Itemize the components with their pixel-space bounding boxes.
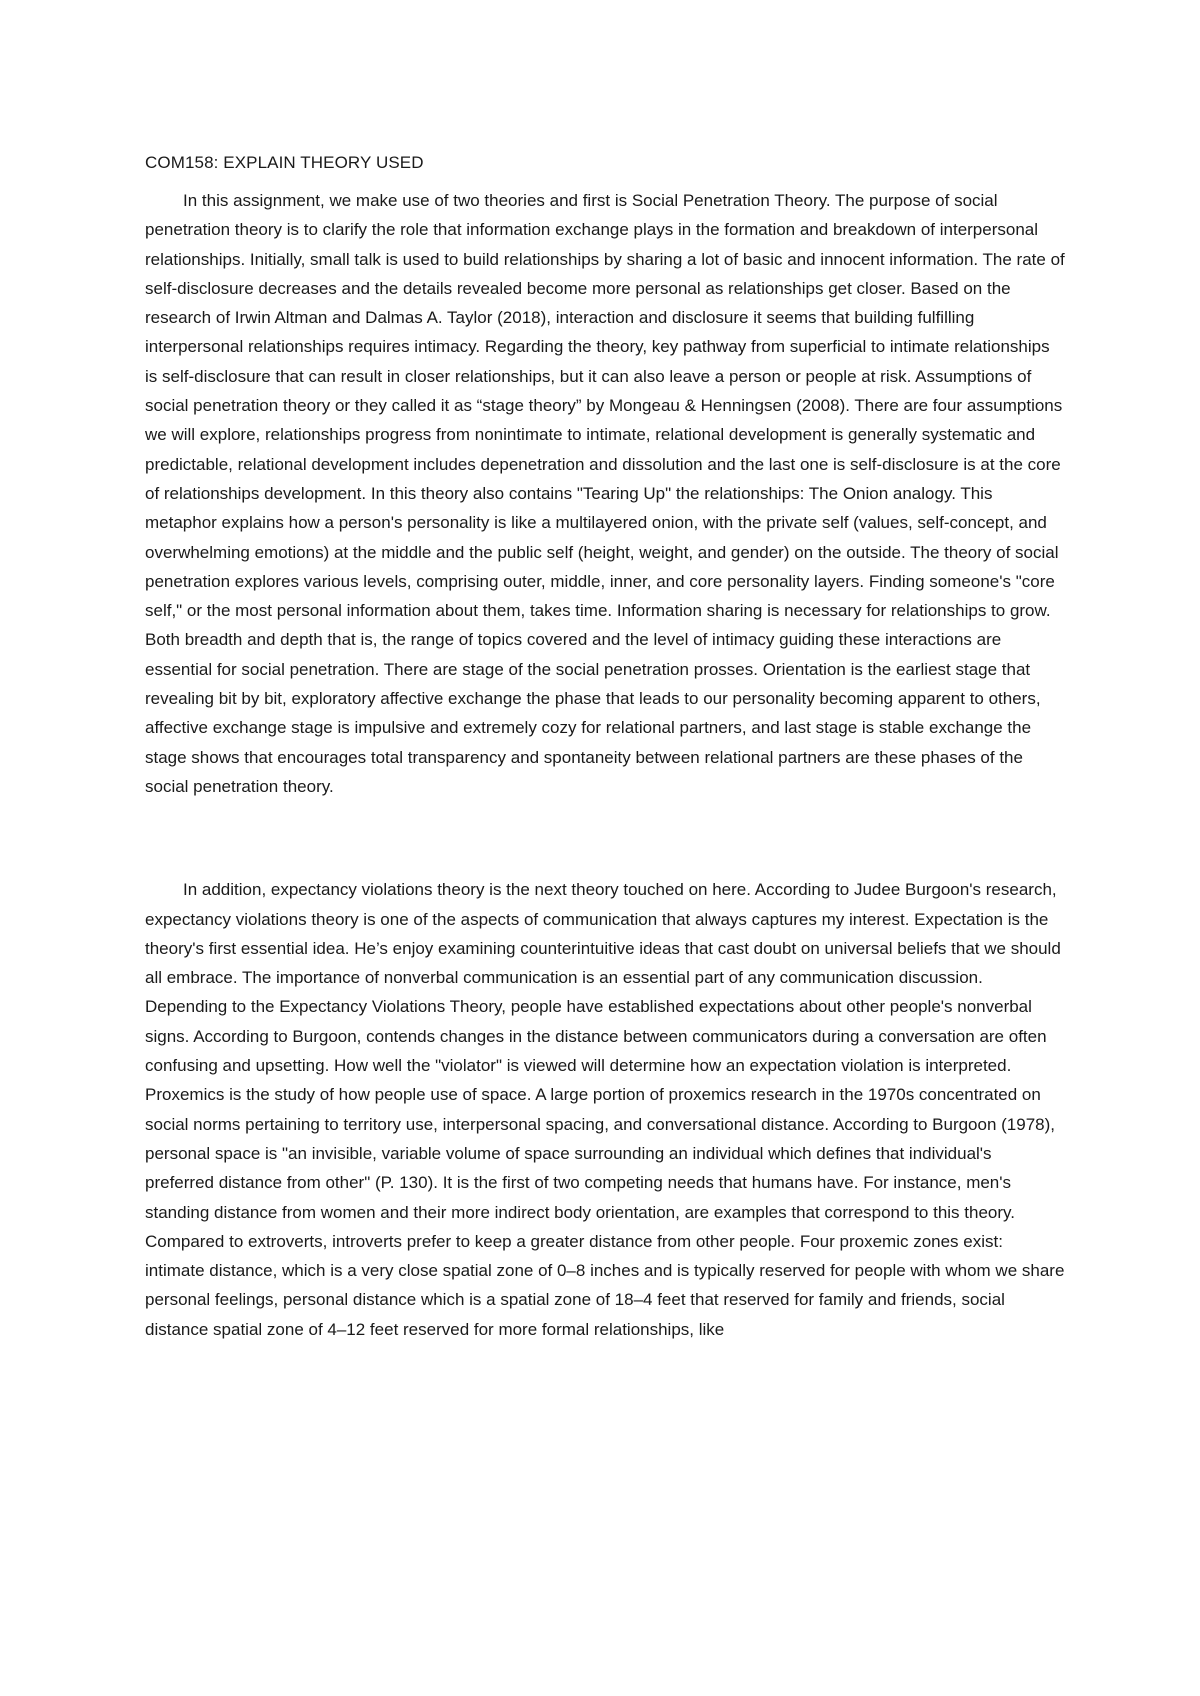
document-title: COM158: EXPLAIN THEORY USED	[145, 153, 424, 172]
document-body	[145, 148, 1065, 1344]
paragraph-spacer	[145, 801, 1065, 875]
paragraph-expectancy-violations-theory: In addition, expectancy violations theory is the next theory touched on here. According to Judee Burgoon's research, expectancy violations theory is one of the aspects of communication that always captures my interest. Expectation is the theory's first essential idea. He’s enjoy examining counterintuitive ideas that cast doubt on universal beliefs that we should all embrace. The importance of nonverbal communication is an essential part of any communication discussion. Depending to the Expectancy Violations Theory, people have established expectations about other people's nonverbal signs. According to Burgoon, contends changes in the distance between communicators during a conversation are often confusing and upsetting. How well the "violator" is viewed will determine how an expectation violation is interpreted. Proxemics is the study of how people use of space. A large portion of proxemics research in the 1970s concentrated on social norms pertaining to territory use, interpersonal spacing, and conversational distance. According to Burgoon (1978), personal space is "an invisible, variable volume of space surrounding an individual which defines that individual's preferred distance from other" (P. 130). It is the first of two competing needs that humans have. For instance, men's standing distance from women and their more indirect body orientation, are examples that correspond to this theory. Compared to extroverts, introverts prefer to keep a greater distance from other people. Four proxemic zones exist: intimate distance, which is a very close spatial zone of 0–8 inches and is typically reserved for people with whom we share personal feelings, personal distance which is a spatial zone of 18–4 feet that reserved for family and friends, social distance spatial zone of 4–12 feet reserved for more formal relationships, like	[145, 880, 1065, 1339]
paragraph-social-penetration-theory: In this assignment, we make use of two theories and first is Social Penetration Theory. The purpose of social penetration theory is to clarify the role that information exchange plays in the formation and breakdown of interpersonal relationships. Initially, small talk is used to build relationships by sharing a lot of basic and innocent information. The rate of self-disclosure decreases and the details revealed become more personal as relationships get closer. Based on the research of Irwin Altman and Dalmas A. Taylor (2018), interaction and disclosure it seems that building fulfilling interpersonal relationships requires intimacy. Regarding the theory, key pathway from superficial to intimate relationships is self-disclosure that can result in closer relationships, but it can also leave a person or people at risk. Assumptions of social penetration theory or they called it as “stage theory” by Mongeau & Henningsen (2008). There are four assumptions we will explore, relationships progress from nonintimate to intimate, relational development is generally systematic and predictable, relational development includes depenetration and dissolution and the last one is self-disclosure is at the core of relationships development. In this theory also contains "Tearing Up" the relationships: The Onion analogy. This metaphor explains how a person's personality is like a multilayered onion, with the private self (values, self-concept, and overwhelming emotions) at the middle and the public self (height, weight, and gender) on the outside. The theory of social penetration explores various levels, comprising outer, middle, inner, and core personality layers. Finding someone's "core self," or the most personal information about them, takes time. Information sharing is necessary for relationships to grow. Both breadth and depth that is, the range of topics covered and the level of intimacy guiding these interactions are essential for social penetration. There are stage of the social penetration prosses. Orientation is the earliest stage that revealing bit by bit, exploratory affective exchange the phase that leads to our personality becoming apparent to others, affective exchange stage is impulsive and extremely cozy for relational partners, and last stage is stable exchange the stage shows that encourages total transparency and spontaneity between relational partners are these phases of the social penetration theory.	[145, 191, 1065, 796]
